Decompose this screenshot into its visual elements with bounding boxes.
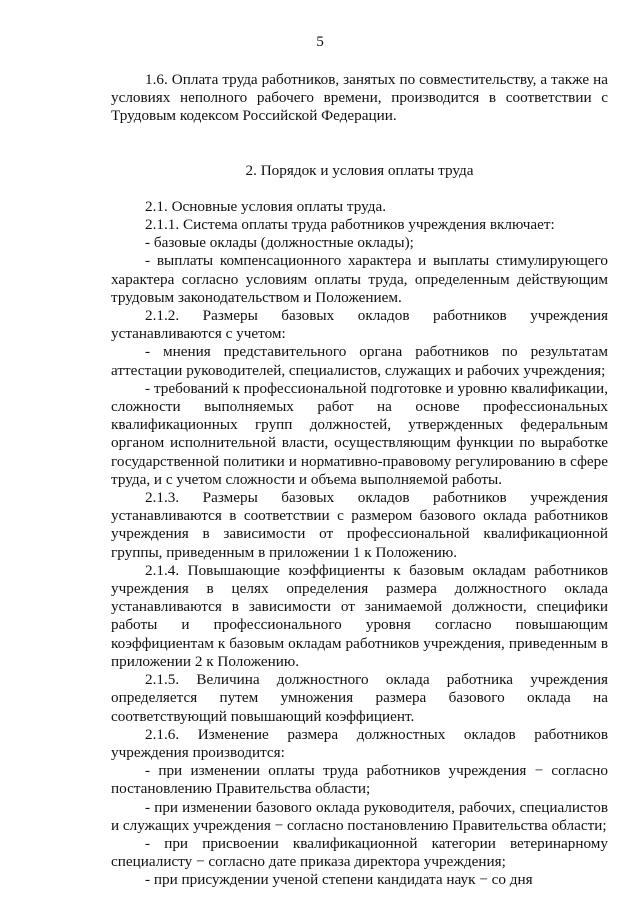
list-item: - базовые оклады (должностные оклады); xyxy=(145,234,414,252)
paragraph-2-1-2: 2.1.2. Размеры базовых окладов работников учреждения устанавливаются с учетом: xyxy=(111,307,608,343)
list-item: - выплаты компенсационного характера и выплаты стимулирующего характера согласно условиям оплаты труда, определенным действующим трудовым законодательством и Положением. xyxy=(111,252,608,306)
list-item: - при изменении базового оклада руководителя, рабочих, специалистов и служащих учреждения − согласно постановлению Правительства области; xyxy=(111,798,608,834)
list-item: - требований к профессиональной подготовке и уровню квалификации, сложности выполняемых работ на основе профессиональных квалификационных групп должностей, утвержденных федеральным органом исполнительной власти, осуществляющим функции по выработке государственной политики и нормативно-правовому регулированию в сфере труда, и с учетом сложности и объема выполняемой работы. xyxy=(111,379,608,488)
document-body xyxy=(111,71,608,890)
spacer xyxy=(111,180,608,198)
list-item: - при присуждении ученой степени кандидата наук − со дня xyxy=(145,871,533,889)
section-heading: 2. Порядок и условия оплаты труда xyxy=(245,161,474,179)
list-item: - мнения представительного органа работников по результатам аттестации руководителей, специалистов, служащих и рабочих учреждения; xyxy=(111,343,608,379)
spacer xyxy=(111,126,608,162)
paragraph-2-1-5: 2.1.5. Величина должностного оклада работника учреждения определяется путем умножения размера базового оклада на соответствующий повышающий коэффициент. xyxy=(111,671,608,725)
list-item: - при присвоении квалификационной категории ветеринарному специалисту − согласно дате приказа директора учреждения; xyxy=(111,834,608,871)
paragraph-2-1-3: 2.1.3. Размеры базовых окладов работников учреждения устанавливаются в соответствии с размером базового оклада работников учреждения в зависимости от профессиональной квалификационной группы, приведенным в приложении 1 к Положению. xyxy=(111,489,608,561)
paragraph-1-6: 1.6. Оплата труда работников, занятых по совместительству, а также на условиях неполного рабочего времени, производится в соответствии с Трудовым кодексом Российской Федерации. xyxy=(111,71,608,125)
paragraph-2-1-1: 2.1.1. Система оплаты труда работников учреждения включает: xyxy=(145,216,555,234)
paragraph-2-1: 2.1. Основные условия оплаты труда. xyxy=(145,197,387,215)
page-number: 5 xyxy=(316,33,324,50)
paragraph-2-1-4: 2.1.4. Повышающие коэффициенты к базовым окладам работников учреждения в целях определения размера должностного оклада устанавливаются в зависимости от занимаемой должности, специфики работы и профессионального уровня согласно повышающим коэффициентам к базовым окладам работников учреждения, приведенным в приложении 2 к Положению. xyxy=(111,561,608,670)
paragraph-2-1-6: 2.1.6. Изменение размера должностных окладов работников учреждения производится: xyxy=(111,725,608,761)
list-item: - при изменении оплаты труда работников учреждения − согласно постановлению Правительства области; xyxy=(111,762,608,798)
